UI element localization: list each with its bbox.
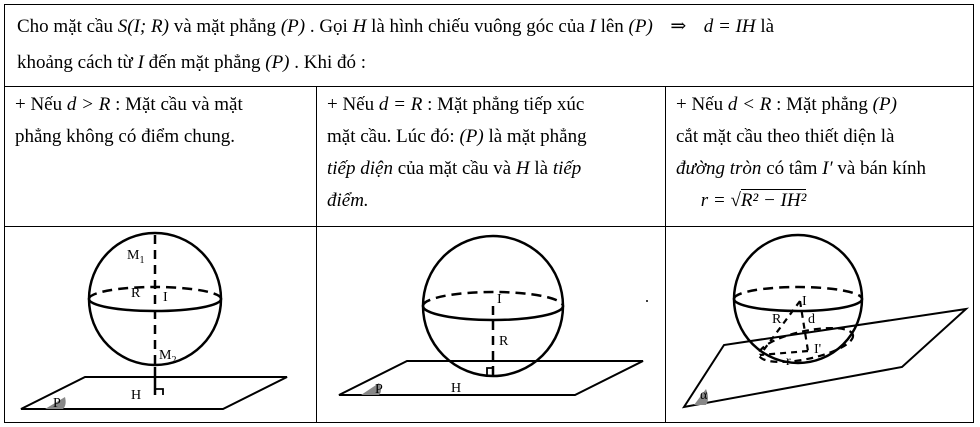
text: có tâm (766, 158, 823, 179)
label-d: d (808, 312, 815, 327)
text: đến mặt phẳng (148, 52, 266, 73)
label-I-prime: I' (814, 342, 822, 357)
math-H: H (515, 158, 530, 179)
case-d-less-r (666, 87, 973, 226)
text: : Mặt cầu và mặt (115, 94, 243, 115)
stray-dot (646, 300, 648, 302)
math-plane: (P) (265, 52, 290, 73)
label-R: R (131, 286, 141, 301)
case-d-greater-r (5, 87, 317, 226)
label-M2: $M_2$ (159, 348, 177, 366)
equator-back (734, 287, 862, 299)
math-condition: d = R (378, 94, 423, 115)
math-radicand: R² − IH² (740, 190, 807, 211)
math-condition: d > R (66, 94, 111, 115)
text: là (534, 158, 553, 179)
label-H: H (451, 381, 462, 396)
intro-line-2 (17, 45, 963, 81)
label-M1: $M_1$ (127, 248, 145, 266)
text: Cho mặt cầu (17, 16, 118, 37)
math-plane: (P) (628, 16, 653, 37)
sphere-plane-separate-diagram (5, 227, 315, 422)
term-circle: đường tròn (676, 158, 762, 179)
math-distance: d = IH (703, 16, 756, 37)
plane-P (339, 361, 643, 395)
text: : Mặt phẳng (776, 94, 873, 115)
label-P: P (375, 382, 383, 397)
text: là mặt phẳng (488, 126, 587, 147)
sphere-plane-tangent-diagram (317, 227, 665, 422)
text: lên (600, 16, 629, 37)
math-I: I (589, 16, 596, 37)
text: và mặt phẳng (173, 16, 281, 37)
term-tangent-point: tiếp (552, 158, 582, 179)
text: của mặt cầu và (397, 158, 516, 179)
text: là (760, 16, 775, 37)
implies-symbol: ⇒ (670, 16, 687, 37)
intro-paragraph (5, 5, 973, 87)
figure-d-greater-r (5, 227, 317, 422)
label-r: r (786, 354, 791, 369)
text: phẳng không có điểm chung. (15, 126, 236, 147)
text: : Mặt phẳng tiếp xúc (427, 94, 585, 115)
text: + Nếu (15, 94, 67, 115)
case-d-equal-r (317, 87, 666, 226)
label-R: R (772, 312, 782, 327)
text: + Nếu (327, 94, 379, 115)
math-I: I (137, 52, 144, 73)
label-P: P (53, 396, 61, 411)
math-plane: (P) (872, 94, 897, 115)
text: mặt cầu. Lúc đó: (327, 126, 460, 147)
math-condition: d < R (727, 94, 772, 115)
text: khoảng cách từ (17, 52, 138, 73)
math-plane: (P) (280, 16, 306, 37)
sqrt-sign: √ (730, 190, 741, 211)
label-H: H (131, 388, 142, 403)
figure-d-less-r (666, 227, 973, 422)
term-tangent-plane: tiếp diện (327, 158, 393, 179)
math-H: H (352, 16, 367, 37)
label-I: I (802, 294, 807, 309)
label-R: R (499, 334, 509, 349)
text: và bán kính (837, 158, 927, 179)
math-plane: (P) (459, 126, 484, 147)
math-sphere: S(I; R) (117, 16, 169, 37)
math-I-prime: I′ (822, 158, 833, 179)
text: + Nếu (676, 94, 728, 115)
equator-back (423, 292, 563, 306)
figures-row (5, 227, 973, 422)
text: cắt mặt cầu theo thiết diện là (676, 126, 895, 147)
text: là hình chiếu vuông góc của (371, 16, 590, 37)
term-tangent-point: điểm. (327, 190, 369, 211)
sphere-plane-intersect-diagram (666, 227, 972, 422)
label-I: I (497, 292, 502, 307)
label-I: I (163, 290, 168, 305)
label-alpha: α (700, 388, 708, 403)
math-radius: r = (700, 190, 726, 211)
theory-table (4, 4, 974, 423)
text: . Khi đó : (294, 52, 367, 73)
figure-d-equal-r (317, 227, 666, 422)
cases-row (5, 87, 973, 227)
sphere-outline (734, 235, 862, 363)
text: . Gọi (309, 16, 353, 37)
intro-line-1 (17, 9, 963, 45)
